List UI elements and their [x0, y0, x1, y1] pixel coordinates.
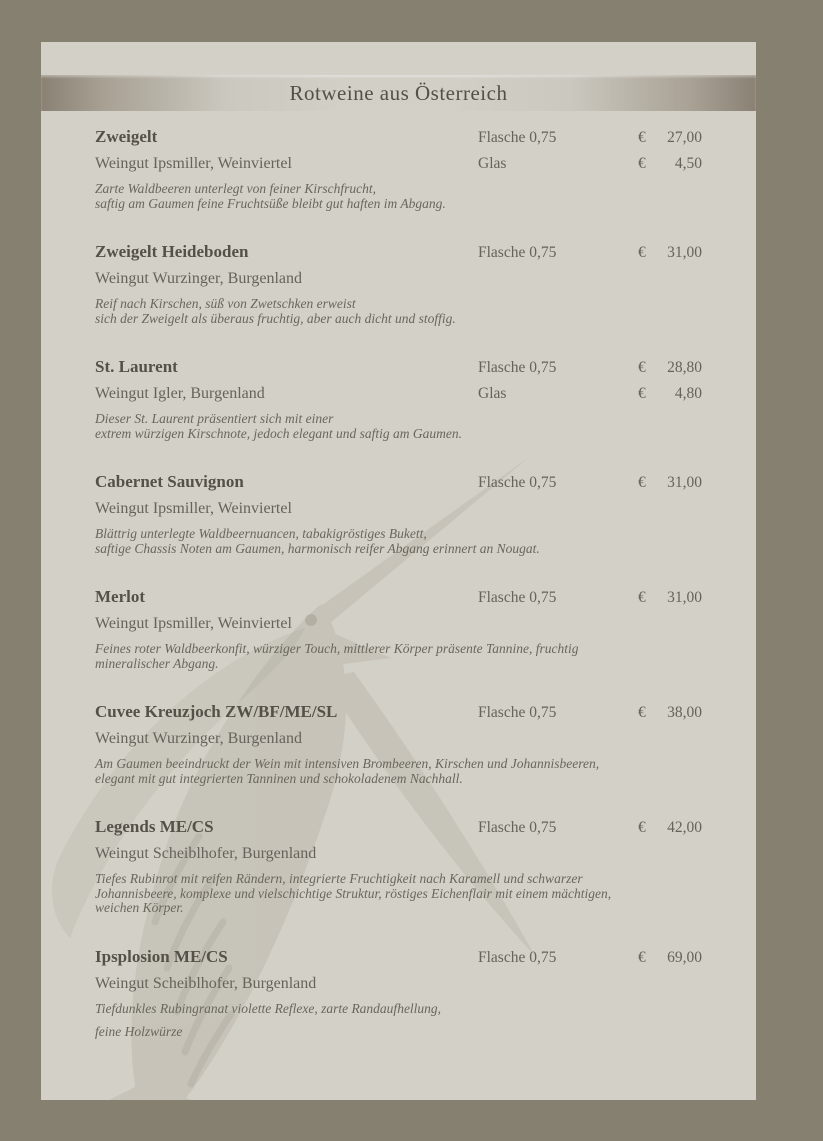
wine-description-line: weichen Körper. [95, 900, 184, 915]
winery-name: Weingut Igler, Burgenland [95, 385, 265, 402]
winery-row [95, 971, 702, 997]
wine-description [95, 872, 702, 916]
wine-item [95, 944, 702, 1040]
wine-list [41, 111, 756, 1040]
wine-description-line: Johannisbeere, komplexe und vielschichtige Struktur, röstiges Eichenflair mit einem mächtigen, [95, 885, 612, 901]
wine-description-line: Tiefes Rubinrot mit reifen Rändern, integrierte Fruchtigkeit nach Karamell und schwarzer [95, 871, 583, 886]
wine-name-row [95, 944, 702, 971]
winery-row [95, 841, 702, 867]
wine-name: Zweigelt Heideboden [95, 242, 249, 261]
bottle-price-amount: 31,00 [667, 589, 702, 606]
wine-description [95, 527, 702, 556]
wine-name-row [95, 814, 702, 841]
bottle-price-amount: 31,00 [667, 244, 702, 261]
wine-item [95, 814, 702, 916]
wine-name: Cuvee Kreuzjoch ZW/BF/ME/SL [95, 702, 338, 721]
bottle-price [638, 355, 702, 381]
glass-price [638, 151, 702, 177]
bottle-price-amount: 42,00 [667, 819, 702, 836]
wine-name-row [95, 584, 702, 611]
currency-symbol: € [638, 155, 646, 172]
glass-price [638, 381, 702, 407]
wine-name: Ipsplosion ME/CS [95, 946, 228, 966]
bottle-price [638, 945, 702, 971]
winery-name: Weingut Wurzinger, Burgenland [95, 730, 303, 747]
winery-row [95, 496, 702, 522]
bottle-size-label: Flasche 0,75 [478, 704, 557, 721]
wine-name: Legends ME/CS [95, 817, 214, 836]
bottle-size-label: Flasche 0,75 [478, 244, 557, 261]
wine-name-row [95, 699, 702, 726]
glass-size-label: Glas [478, 385, 507, 402]
wine-name-row [95, 239, 702, 266]
bottle-size-label: Flasche 0,75 [478, 819, 557, 836]
wine-name-row [95, 469, 702, 496]
winery-name: Weingut Scheiblhofer, Burgenland [95, 845, 317, 862]
menu-page [41, 42, 756, 1100]
wine-description-line: saftig am Gaumen feine Fruchtsüße bleibt gut haften im Abgang. [95, 195, 446, 211]
wine-description [95, 182, 702, 211]
winery-row [95, 151, 702, 177]
wine-description-line: Blättrig unterlegte Waldbeernuancen, tabakigröstiges Bukett, [95, 526, 427, 541]
wine-description-line: saftige Chassis Noten am Gaumen, harmonisch reifer Abgang erinnert an Nougat. [95, 540, 540, 556]
winery-name: Weingut Scheiblhofer, Burgenland [95, 974, 317, 992]
currency-symbol: € [638, 474, 646, 491]
wine-description-line: Am Gaumen beeindruckt der Wein mit intensiven Brombeeren, Kirschen und Johannisbeeren, [95, 756, 600, 771]
wine-name: Zweigelt [95, 127, 158, 146]
bottle-price [638, 700, 702, 726]
wine-description-line: Reif nach Kirschen, süß von Zwetschken erweist [95, 296, 356, 311]
bottle-size-label: Flasche 0,75 [478, 359, 557, 376]
wine-description-line: sich der Zweigelt als überaus fruchtig, aber auch dicht und stoffig. [95, 310, 456, 326]
currency-symbol: € [638, 385, 646, 402]
bottle-size-label: Flasche 0,75 [478, 589, 557, 606]
currency-symbol: € [638, 244, 646, 261]
wine-description-line: mineralischer Abgang. [95, 655, 219, 671]
wine-item [95, 239, 702, 326]
winery-row [95, 381, 702, 407]
wine-description-line: extrem würzigen Kirschnote, jedoch elegant und saftig am Gaumen. [95, 425, 462, 441]
wine-name-row [95, 124, 702, 151]
bottle-size-label: Flasche 0,75 [478, 948, 557, 966]
currency-symbol: € [638, 819, 646, 836]
wine-name-row [95, 354, 702, 381]
currency-symbol: € [638, 704, 646, 721]
wine-description [95, 412, 702, 441]
currency-symbol: € [638, 589, 646, 606]
wine-description-line: Zarte Waldbeeren unterlegt von feiner Kirschfrucht, [95, 181, 376, 196]
wine-description [95, 1002, 702, 1040]
wine-item [95, 354, 702, 441]
wine-description [95, 757, 702, 786]
winery-name: Weingut Ipsmiller, Weinviertel [95, 500, 292, 517]
bottle-price-amount: 27,00 [667, 129, 702, 146]
wine-item [95, 699, 702, 786]
title-band [41, 75, 756, 111]
wine-name: St. Laurent [95, 357, 178, 376]
wine-description-line: Dieser St. Laurent präsentiert sich mit einer [95, 411, 334, 426]
winery-row [95, 726, 702, 752]
winery-name: Weingut Ipsmiller, Weinviertel [95, 615, 292, 632]
currency-symbol: € [638, 129, 646, 146]
glass-price-amount: 4,50 [674, 155, 702, 172]
bottle-price [638, 125, 702, 151]
bottle-price [638, 240, 702, 266]
currency-symbol: € [638, 948, 646, 966]
winery-name: Weingut Ipsmiller, Weinviertel [95, 155, 292, 172]
bottle-size-label: Flasche 0,75 [478, 129, 557, 146]
bottle-price [638, 815, 702, 841]
bottle-price [638, 470, 702, 496]
glass-size-label: Glas [478, 155, 507, 172]
winery-row [95, 611, 702, 637]
bottle-price-amount: 38,00 [667, 704, 702, 721]
wine-description-line: elegant mit gut integrierten Tanninen und schokoladenem Nachhall. [95, 770, 463, 786]
wine-item [95, 469, 702, 556]
wine-name: Merlot [95, 587, 146, 606]
bottle-size-label: Flasche 0,75 [478, 474, 557, 491]
wine-item [95, 584, 702, 671]
bottle-price-amount: 28,80 [667, 359, 702, 376]
bottle-price-amount: 69,00 [667, 948, 702, 966]
wine-description-line: Feines roter Waldbeerkonfit, würziger Touch, mittlerer Körper präsente Tannine, fruchtig [95, 641, 579, 656]
wine-description [95, 642, 702, 671]
wine-name: Cabernet Sauvignon [95, 472, 244, 491]
glass-price-amount: 4,80 [674, 385, 702, 402]
winery-name: Weingut Wurzinger, Burgenland [95, 270, 303, 287]
bottle-price-amount: 31,00 [667, 474, 702, 491]
currency-symbol: € [638, 359, 646, 376]
menu-title: Rotweine aus Österreich [289, 80, 508, 105]
bottle-price [638, 585, 702, 611]
wine-description-line: feine Holzwürze [95, 1024, 183, 1039]
wine-description-line: Tiefdunkles Rubingranat violette Reflexe, zarte Randaufhellung, [95, 1000, 442, 1016]
winery-row [95, 266, 702, 292]
wine-description [95, 297, 702, 326]
wine-item [95, 124, 702, 211]
